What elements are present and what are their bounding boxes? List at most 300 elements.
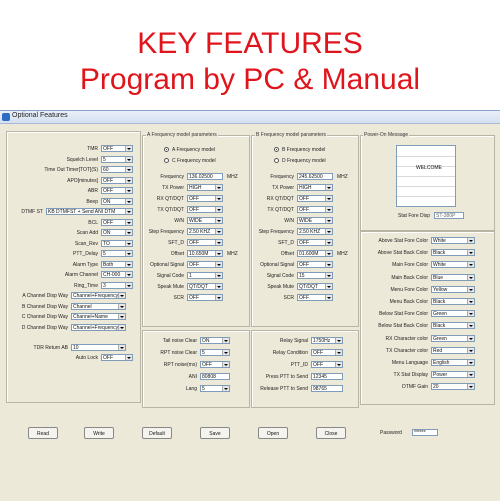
- window-titlebar: [0, 111, 500, 124]
- chevron-down-icon: [125, 251, 132, 256]
- radio-b-frequency-model[interactable]: [274, 147, 325, 153]
- groupB-step-frequency-label: Step Frequency: [258, 229, 294, 235]
- setting-b-channel-disp-way-label: B Channel Disp Way: [22, 303, 68, 310]
- setting-abr-value: OFF: [103, 188, 113, 194]
- chevron-down-icon: [125, 188, 132, 193]
- radio-c-frequency-model[interactable]: [164, 158, 216, 164]
- groupA-frequency-value: 136.02500: [189, 174, 213, 180]
- color-tx-character-color-value: Red: [433, 347, 443, 354]
- chevron-down-icon: [467, 238, 474, 243]
- groupB-speak-mute-value: QT/DQT: [299, 284, 318, 290]
- groupB-tx-power-dropdown[interactable]: [297, 184, 333, 191]
- tail-tail-noise-clear-value: ON: [202, 338, 210, 344]
- groupA-tx-power-label: TX Power: [162, 185, 184, 191]
- app-icon: [2, 113, 10, 121]
- setting-ring-time-dropdown[interactable]: [101, 282, 133, 289]
- chevron-down-icon: [335, 362, 342, 367]
- groupA-speak-mute-label: Speak Mute: [157, 284, 184, 290]
- setting-alarm-type-value: Both: [103, 261, 114, 268]
- color-above-stat-back-color-dropdown[interactable]: [431, 249, 475, 256]
- setting-ptt-delay-value: 5: [103, 251, 106, 257]
- groupA-offset-dropdown[interactable]: [187, 250, 223, 257]
- groupB-tx-power-label: TX Power: [272, 185, 294, 191]
- chevron-down-icon: [125, 283, 132, 288]
- groupB-w-n-value: WIDE: [299, 218, 313, 224]
- color-rx-character-color-dropdown[interactable]: [431, 335, 475, 342]
- color-above-stat-back-color-label: Above Stat Back Color: [377, 250, 428, 257]
- color-menu-language-label: Menu Language: [391, 360, 428, 366]
- groupB-optional-signal-label: Optional Signal: [260, 262, 294, 268]
- color-below-stat-fore-color-dropdown[interactable]: [431, 310, 475, 317]
- groupB-frequency-field[interactable]: [297, 173, 333, 180]
- relay-relay-condition-dropdown[interactable]: [311, 349, 343, 356]
- setting-ptt-delay-dropdown[interactable]: [101, 250, 133, 257]
- chevron-down-icon: [467, 262, 474, 267]
- chevron-down-icon: [118, 325, 125, 330]
- setting-tdr-return-ab-label: TDR Return AB: [33, 344, 68, 351]
- chevron-down-icon: [467, 348, 474, 353]
- setting-scan-add-dropdown[interactable]: [101, 229, 133, 236]
- radio-selected-icon: [164, 147, 169, 152]
- chevron-down-icon: [125, 209, 132, 214]
- color-above-stat-fore-color-dropdown[interactable]: [431, 237, 475, 244]
- chevron-down-icon: [215, 251, 222, 256]
- setting-alarm-type-label: Alarm Type: [72, 261, 98, 268]
- setting-d-channel-disp-way-label: D Channel Disp Way: [21, 324, 68, 331]
- color-menu-back-color-label: Menu Back Color: [389, 299, 428, 305]
- save-button[interactable]: Save: [200, 427, 230, 439]
- tail-rpt-noise-ms-value: OFF: [202, 362, 212, 368]
- setting-b-channel-disp-way-value: Channel: [73, 303, 92, 310]
- chevron-down-icon: [467, 311, 474, 316]
- setting-bcl-dropdown[interactable]: [101, 219, 133, 226]
- tail-ani-value: 80808: [202, 374, 216, 380]
- setting-c-channel-disp-way-dropdown[interactable]: [71, 313, 126, 320]
- setting-d-channel-disp-way-dropdown[interactable]: [71, 324, 126, 331]
- color-menu-back-color-value: Black: [433, 299, 446, 305]
- setting-tmr-value: OFF: [103, 146, 113, 152]
- tail-lang-dropdown[interactable]: [200, 385, 230, 392]
- groupB-optional-signal-dropdown[interactable]: [297, 261, 333, 268]
- tail-lang-value: 5: [202, 386, 205, 392]
- groupA-optional-signal-value: OFF: [189, 262, 199, 268]
- close-button[interactable]: Close: [316, 427, 346, 439]
- setting-scan-add-value: ON: [103, 230, 111, 236]
- setting-a-channel-disp-way-value: Channel+Frequency: [73, 293, 119, 299]
- chevron-down-icon: [215, 240, 222, 245]
- chevron-down-icon: [325, 251, 332, 256]
- setting-dtmf-st-dropdown[interactable]: [46, 208, 133, 215]
- color-menu-fore-color-value: Yellow: [433, 286, 448, 293]
- chevron-down-icon: [325, 284, 332, 289]
- color-main-back-color-value: Blue: [433, 274, 444, 281]
- groupB-tx-qt-dqt-dropdown[interactable]: [297, 206, 333, 213]
- stat-fore-disp-field[interactable]: ST-380P: [434, 212, 464, 219]
- groupA-scr-dropdown[interactable]: [187, 294, 223, 301]
- setting-tmr-dropdown[interactable]: [101, 145, 133, 152]
- color-rx-character-color-value: Green: [433, 335, 447, 342]
- relay-ptt-id-dropdown[interactable]: [311, 361, 343, 368]
- welcome-text: WELCOME: [416, 165, 442, 171]
- setting-alarm-channel-label: Alarm Channel: [64, 272, 98, 278]
- chevron-down-icon: [125, 220, 132, 225]
- setting-time-out-timer-tot-s-value: 60: [103, 167, 109, 173]
- setting-tmr-label: TMR: [87, 146, 98, 152]
- radio-empty-icon: [274, 158, 279, 163]
- chevron-down-icon: [325, 218, 332, 223]
- chevron-down-icon: [215, 185, 222, 190]
- relay-relay-signal-value: 1750Hz: [313, 338, 331, 344]
- chevron-down-icon: [215, 262, 222, 267]
- color-dtmf-gain-value: 20: [433, 384, 439, 391]
- chevron-down-icon: [467, 336, 474, 341]
- groupB-w-n-dropdown[interactable]: [297, 217, 333, 224]
- groupB-speak-mute-dropdown[interactable]: [297, 283, 333, 290]
- relay-press-ptt-to-send-field[interactable]: [311, 373, 343, 380]
- setting-bcl-value: OFF: [103, 219, 113, 226]
- setting-time-out-timer-tot-s-label: Time Out Timer[TOT](S): [44, 167, 98, 173]
- radio-a-frequency-model[interactable]: [164, 147, 215, 153]
- color-main-back-color-label: Main Back Color: [391, 274, 428, 281]
- groupA-w-n-value: WIDE: [189, 218, 203, 224]
- radio-d-frequency-model[interactable]: [274, 158, 326, 164]
- chevron-down-icon: [222, 350, 229, 355]
- chevron-down-icon: [325, 229, 332, 234]
- groupB-sft-d-label: SFT_D: [278, 240, 294, 246]
- colors-panel: [360, 231, 495, 405]
- chevron-down-icon: [467, 275, 474, 280]
- color-tx-character-color-dropdown[interactable]: [431, 347, 475, 354]
- groupA-frequency-unit: MHZ: [227, 174, 238, 180]
- setting-scan-rev-value: TO: [103, 240, 110, 247]
- groupA-tx-power-value: HIGH: [189, 185, 202, 191]
- groupA-scr-label: SCR: [173, 295, 184, 301]
- groupB-offset-dropdown[interactable]: [297, 250, 333, 257]
- color-tx-character-color-label: TX Character color: [386, 347, 428, 354]
- chevron-down-icon: [125, 272, 132, 277]
- groupB-rx-qt-dqt-value: OFF: [299, 196, 309, 202]
- groupB-scr-value: OFF: [299, 295, 309, 301]
- chevron-down-icon: [215, 295, 222, 300]
- setting-auto-lock-label: Auto Lock: [75, 355, 98, 361]
- a-frequency-title: A Frequency model parameters: [147, 132, 217, 138]
- chevron-down-icon: [325, 295, 332, 300]
- setting-tdr-return-ab-dropdown[interactable]: [71, 344, 126, 351]
- groupA-step-frequency-value: 2.50 KHZ: [189, 229, 211, 235]
- tail-lang-label: Lang: [185, 386, 197, 392]
- groupA-sft-d-value: OFF: [189, 240, 199, 246]
- setting-alarm-channel-value: CH-000: [103, 272, 121, 278]
- chevron-down-icon: [222, 386, 229, 391]
- tail-rpt-noise-clear-value: 5: [202, 350, 205, 356]
- groupB-optional-signal-value: OFF: [299, 262, 309, 268]
- relay-press-ptt-to-send-value: 12345: [313, 374, 327, 380]
- setting-apo-minutes-label: APO[minutes]: [67, 177, 98, 184]
- read-button[interactable]: Read: [28, 427, 58, 439]
- groupA-sft-d-dropdown[interactable]: [187, 239, 223, 246]
- default-button[interactable]: Default: [142, 427, 172, 439]
- groupA-frequency-field[interactable]: [187, 173, 223, 180]
- color-menu-fore-color-dropdown[interactable]: [431, 286, 475, 293]
- chevron-down-icon: [467, 384, 474, 389]
- groupA-sft-d-label: SFT_D: [168, 240, 184, 246]
- color-above-stat-fore-color-value: White: [433, 238, 446, 244]
- setting-auto-lock-value: OFF: [103, 355, 113, 361]
- relay-release-ptt-to-send-value: 98765: [313, 386, 327, 392]
- color-main-back-color-dropdown[interactable]: [431, 274, 475, 281]
- chevron-down-icon: [325, 273, 332, 278]
- groupA-optional-signal-dropdown[interactable]: [187, 261, 223, 268]
- groupA-frequency-label: Frequency: [160, 174, 184, 180]
- groupA-scr-value: OFF: [189, 295, 199, 301]
- tail-rpt-noise-clear-label: RPT noise Clear: [160, 350, 197, 356]
- groupB-tx-qt-dqt-value: OFF: [299, 207, 309, 213]
- chevron-down-icon: [125, 167, 132, 172]
- chevron-down-icon: [215, 284, 222, 289]
- groupA-signal-code-value: 1: [189, 273, 192, 279]
- groupB-offset-unit: MHZ: [337, 251, 348, 257]
- groupB-sft-d-dropdown[interactable]: [297, 239, 333, 246]
- chevron-down-icon: [118, 304, 125, 309]
- groupB-sft-d-value: OFF: [299, 240, 309, 246]
- open-button[interactable]: Open: [258, 427, 288, 439]
- chevron-down-icon: [325, 196, 332, 201]
- groupA-signal-code-dropdown[interactable]: [187, 272, 223, 279]
- color-rx-character-color-label: RX Character color: [385, 335, 428, 342]
- chevron-down-icon: [467, 250, 474, 255]
- color-below-stat-fore-color-label: Below Stat Fore Color: [379, 311, 428, 318]
- groupA-speak-mute-dropdown[interactable]: [187, 283, 223, 290]
- chevron-down-icon: [125, 178, 132, 183]
- promo-banner: [0, 0, 500, 110]
- groupA-rx-qt-dqt-dropdown[interactable]: [187, 195, 223, 202]
- chevron-down-icon: [215, 207, 222, 212]
- color-dtmf-gain-label: DTMF Gain: [402, 384, 428, 391]
- color-below-stat-fore-color-value: Green: [433, 311, 447, 318]
- setting-a-channel-disp-way-dropdown[interactable]: [71, 292, 126, 299]
- chevron-down-icon: [325, 262, 332, 267]
- optional-features-window: [0, 110, 500, 501]
- radio-a-label: A Frequency model: [172, 147, 216, 153]
- relay-relay-signal-label: Relay Signal: [279, 338, 308, 344]
- chevron-down-icon: [118, 345, 125, 350]
- window-title: Optional Features: [12, 112, 68, 119]
- groupB-scr-dropdown[interactable]: [297, 294, 333, 301]
- relay-release-ptt-to-send-field[interactable]: [311, 385, 343, 392]
- chevron-down-icon: [125, 262, 132, 267]
- setting-abr-dropdown[interactable]: [101, 187, 133, 194]
- groupB-speak-mute-label: Speak Mute: [267, 284, 294, 290]
- groupB-tx-power-value: HIGH: [299, 185, 312, 191]
- setting-apo-minutes-dropdown[interactable]: [101, 177, 133, 184]
- color-below-stat-back-color-dropdown[interactable]: [431, 322, 475, 329]
- color-below-stat-back-color-value: Black: [433, 323, 446, 330]
- password-label: Password: [380, 430, 402, 436]
- groupB-rx-qt-dqt-label: RX QT/DQT: [266, 196, 294, 202]
- power-on-message-box[interactable]: [396, 145, 456, 207]
- chevron-down-icon: [125, 241, 132, 246]
- groupB-signal-code-label: Signal Code: [266, 273, 294, 279]
- chevron-down-icon: [125, 230, 132, 235]
- chevron-down-icon: [325, 207, 332, 212]
- color-main-fore-color-value: White: [433, 262, 446, 269]
- radio-empty-icon: [164, 158, 169, 163]
- setting-alarm-channel-dropdown[interactable]: [101, 271, 133, 278]
- relay-press-ptt-to-send-label: Press PTT to Send: [265, 374, 308, 380]
- color-tx-stat-display-label: TX Stat Display: [393, 372, 428, 379]
- setting-tdr-return-ab-value: 10: [73, 344, 79, 351]
- setting-beep-value: ON: [103, 198, 111, 205]
- setting-ptt-delay-label: PTT_Delay: [72, 251, 98, 257]
- groupA-rx-qt-dqt-value: OFF: [189, 196, 199, 202]
- groupA-w-n-dropdown[interactable]: [187, 217, 223, 224]
- radio-b-label: B Frequency model: [282, 147, 326, 153]
- setting-time-out-timer-tot-s-dropdown[interactable]: [101, 166, 133, 173]
- groupB-step-frequency-dropdown[interactable]: [297, 228, 333, 235]
- tail-rpt-noise-clear-dropdown[interactable]: [200, 349, 230, 356]
- groupA-tx-qt-dqt-dropdown[interactable]: [187, 206, 223, 213]
- color-menu-fore-color-label: Menu Fore Color: [390, 286, 428, 293]
- chevron-down-icon: [125, 355, 132, 360]
- setting-c-channel-disp-way-value: Channel+Name: [73, 314, 108, 320]
- color-tx-stat-display-value: Power: [433, 372, 448, 379]
- groupA-offset-unit: MHZ: [227, 251, 238, 257]
- tail-rpt-noise-ms-label: RPT noise(ms): [163, 362, 197, 368]
- chevron-down-icon: [118, 293, 125, 298]
- groupB-signal-code-value: 15: [299, 273, 305, 279]
- groupB-rx-qt-dqt-dropdown[interactable]: [297, 195, 333, 202]
- power-on-message-title: Power-On Message: [364, 132, 409, 138]
- color-below-stat-back-color-label: Below Stat Back Color: [378, 323, 428, 330]
- color-dtmf-gain-dropdown[interactable]: [431, 383, 475, 390]
- setting-ring-time-label: Ring_Time: [74, 282, 98, 289]
- stat-fore-disp-label: Stat Fore Disp: [398, 213, 430, 219]
- groupA-tx-qt-dqt-label: TX QT/DQT: [157, 207, 184, 213]
- setting-apo-minutes-value: OFF: [103, 177, 113, 184]
- chevron-down-icon: [222, 338, 229, 343]
- setting-squelch-level-dropdown[interactable]: [101, 156, 133, 163]
- b-frequency-title: B Frequency model parameters: [256, 132, 327, 138]
- relay-relay-condition-label: Relay Condition: [272, 350, 308, 356]
- groupA-offset-label: Offset: [170, 251, 184, 257]
- groupA-w-n-label: W/N: [174, 218, 184, 224]
- groupB-frequency-label: Frequency: [270, 174, 294, 180]
- relay-release-ptt-to-send-label: Release PTT to Send: [260, 386, 308, 392]
- chevron-down-icon: [125, 157, 132, 162]
- chevron-down-icon: [215, 218, 222, 223]
- groupB-w-n-label: W/N: [284, 218, 294, 224]
- chevron-down-icon: [467, 372, 474, 377]
- setting-auto-lock-dropdown[interactable]: [101, 354, 133, 361]
- groupB-frequency-unit: MHZ: [337, 174, 348, 180]
- setting-abr-label: ABR: [87, 188, 98, 194]
- chevron-down-icon: [467, 323, 474, 328]
- tail-ani-label: ANI: [188, 374, 197, 380]
- chevron-down-icon: [335, 350, 342, 355]
- chevron-down-icon: [467, 299, 474, 304]
- groupA-tx-power-dropdown[interactable]: [187, 184, 223, 191]
- groupB-signal-code-dropdown[interactable]: [297, 272, 333, 279]
- color-above-stat-fore-color-label: Above Stat Fore Color: [378, 238, 428, 244]
- setting-b-channel-disp-way-dropdown[interactable]: [71, 303, 126, 310]
- write-button[interactable]: Write: [84, 427, 114, 439]
- tail-rpt-noise-ms-dropdown[interactable]: [200, 361, 230, 368]
- relay-relay-signal-dropdown[interactable]: [311, 337, 343, 344]
- setting-scan-add-label: Scan Add: [76, 230, 98, 236]
- color-tx-stat-display-dropdown[interactable]: [431, 371, 475, 378]
- groupA-offset-value: 10.650M: [189, 251, 209, 257]
- setting-beep-label: Beep: [86, 198, 98, 205]
- chevron-down-icon: [215, 229, 222, 234]
- setting-squelch-level-value: 5: [103, 156, 106, 163]
- radio-c-label: C Frequency model: [172, 158, 216, 164]
- chevron-down-icon: [222, 362, 229, 367]
- groupA-speak-mute-value: QT/DQT: [189, 284, 208, 290]
- tail-tail-noise-clear-label: Tail noise Clear: [162, 338, 197, 344]
- groupA-rx-qt-dqt-label: RX QT/DQT: [156, 196, 184, 202]
- groupA-step-frequency-label: Step Frequency: [148, 229, 184, 235]
- password-field[interactable]: ******: [412, 429, 438, 436]
- tail-ani-field[interactable]: [200, 373, 230, 380]
- chevron-down-icon: [125, 146, 132, 151]
- setting-scan-rev-dropdown[interactable]: [101, 240, 133, 247]
- setting-ring-time-value: 3: [103, 282, 106, 289]
- tail-tail-noise-clear-dropdown[interactable]: [200, 337, 230, 344]
- chevron-down-icon: [125, 199, 132, 204]
- color-main-fore-color-label: Main Fore Color: [392, 262, 428, 269]
- radio-d-label: D Frequency model: [282, 158, 326, 164]
- relay-ptt-id-value: OFF: [313, 362, 323, 368]
- setting-squelch-level-label: Squelch Level: [66, 156, 98, 163]
- groupB-scr-label: SCR: [283, 295, 294, 301]
- banner-subtitle: Program by PC & Manual: [79, 63, 421, 96]
- chevron-down-icon: [118, 314, 125, 319]
- chevron-down-icon: [325, 185, 332, 190]
- groupA-signal-code-label: Signal Code: [156, 273, 184, 279]
- relay-ptt-id-label: PTT_ID: [290, 362, 308, 368]
- setting-bcl-label: BCL: [88, 219, 98, 226]
- radio-selected-icon: [274, 147, 279, 152]
- setting-a-channel-disp-way-label: A Channel Disp Way: [22, 293, 68, 299]
- color-main-fore-color-dropdown[interactable]: [431, 261, 475, 268]
- relay-relay-condition-value: OFF: [313, 350, 323, 356]
- color-menu-back-color-dropdown[interactable]: [431, 298, 475, 305]
- chevron-down-icon: [467, 287, 474, 292]
- setting-d-channel-disp-way-value: Channel+Frequency: [73, 324, 119, 331]
- color-menu-language-dropdown[interactable]: [431, 359, 475, 366]
- groupB-offset-label: Offset: [280, 251, 294, 257]
- setting-dtmf-st-label: DTMF ST: [21, 209, 43, 215]
- groupA-tx-qt-dqt-value: OFF: [189, 207, 199, 213]
- groupB-step-frequency-value: 2.50 KHZ: [299, 229, 321, 235]
- color-menu-language-value: English: [433, 360, 450, 366]
- chevron-down-icon: [467, 360, 474, 365]
- setting-c-channel-disp-way-label: C Channel Disp Way: [21, 314, 68, 320]
- groupB-tx-qt-dqt-label: TX QT/DQT: [267, 207, 294, 213]
- groupB-offset-value: 01.600M: [299, 251, 319, 257]
- setting-scan-rev-label: Scan_Rev: [74, 240, 98, 247]
- chevron-down-icon: [325, 240, 332, 245]
- groupA-optional-signal-label: Optional Signal: [150, 262, 184, 268]
- color-above-stat-back-color-value: Black: [433, 250, 446, 257]
- groupA-step-frequency-dropdown[interactable]: [187, 228, 223, 235]
- chevron-down-icon: [215, 196, 222, 201]
- setting-alarm-type-dropdown[interactable]: [101, 261, 133, 268]
- chevron-down-icon: [215, 273, 222, 278]
- setting-beep-dropdown[interactable]: [101, 198, 133, 205]
- banner-title: KEY FEATURES: [137, 27, 363, 60]
- chevron-down-icon: [335, 338, 342, 343]
